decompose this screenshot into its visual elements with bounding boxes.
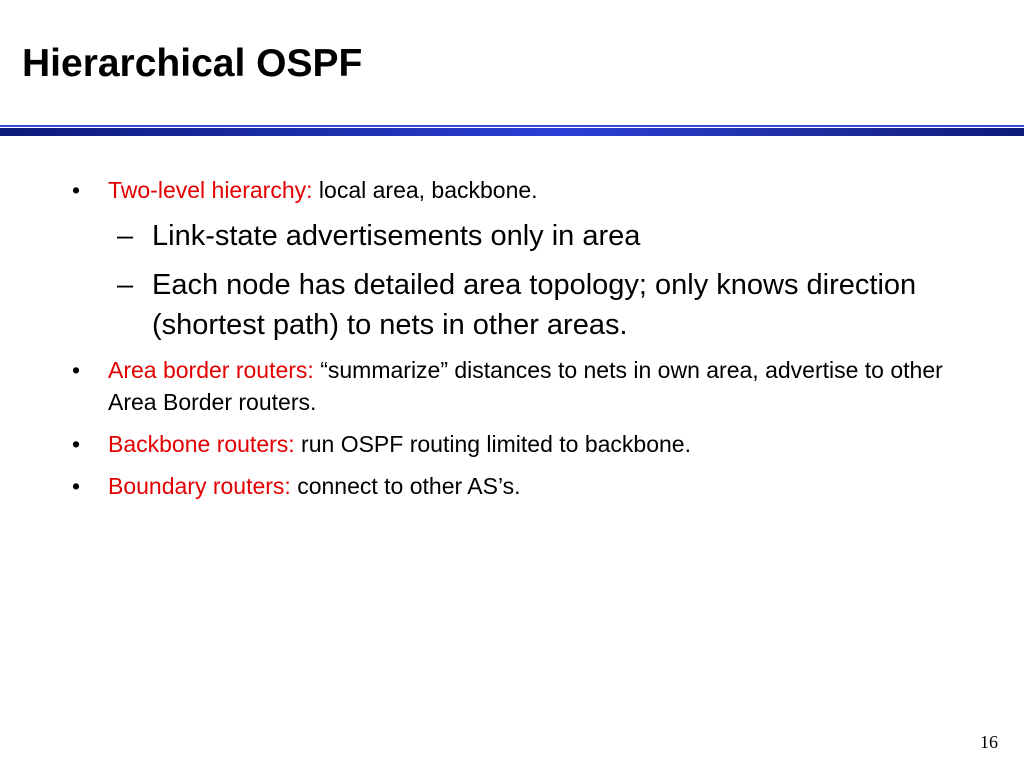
sub-bullet-text: Each node has detailed area topology; only knows direction (shortest path) to nets in other areas. xyxy=(152,269,917,341)
bullet-body xyxy=(108,174,952,206)
bullet-term: Backbone routers: xyxy=(108,431,295,457)
page-number: 16 xyxy=(980,732,998,752)
bullet-text: “summarize” distances to nets in own area, advertise to other Area Border routers. xyxy=(108,357,943,415)
bullet-marker: • xyxy=(72,473,81,499)
bullet-text: run OSPF routing limited to backbone. xyxy=(294,431,691,457)
sub-bullet-marker: – xyxy=(117,220,134,252)
title-rule xyxy=(0,128,1024,136)
bullet-marker: • xyxy=(72,431,81,457)
bullet-marker: • xyxy=(72,357,81,383)
bullet-marker: • xyxy=(72,177,81,203)
bullet-body xyxy=(108,354,952,418)
bullet-term: Two-level hierarchy: xyxy=(108,177,313,203)
bullet-term: Boundary routers: xyxy=(108,473,291,499)
sub-bullet-text: Link-state advertisements only in area xyxy=(152,220,641,252)
bullet-body xyxy=(108,428,952,460)
bullet-term: Area border routers: xyxy=(108,357,314,383)
bullet-text: connect to other AS’s. xyxy=(290,473,521,499)
slide-title: Hierarchical OSPF xyxy=(22,42,363,85)
bullet-text: local area, backbone. xyxy=(312,177,538,203)
bullet-body xyxy=(108,470,952,502)
title-rule-line xyxy=(0,125,1024,127)
sub-bullet-marker: – xyxy=(117,269,134,301)
